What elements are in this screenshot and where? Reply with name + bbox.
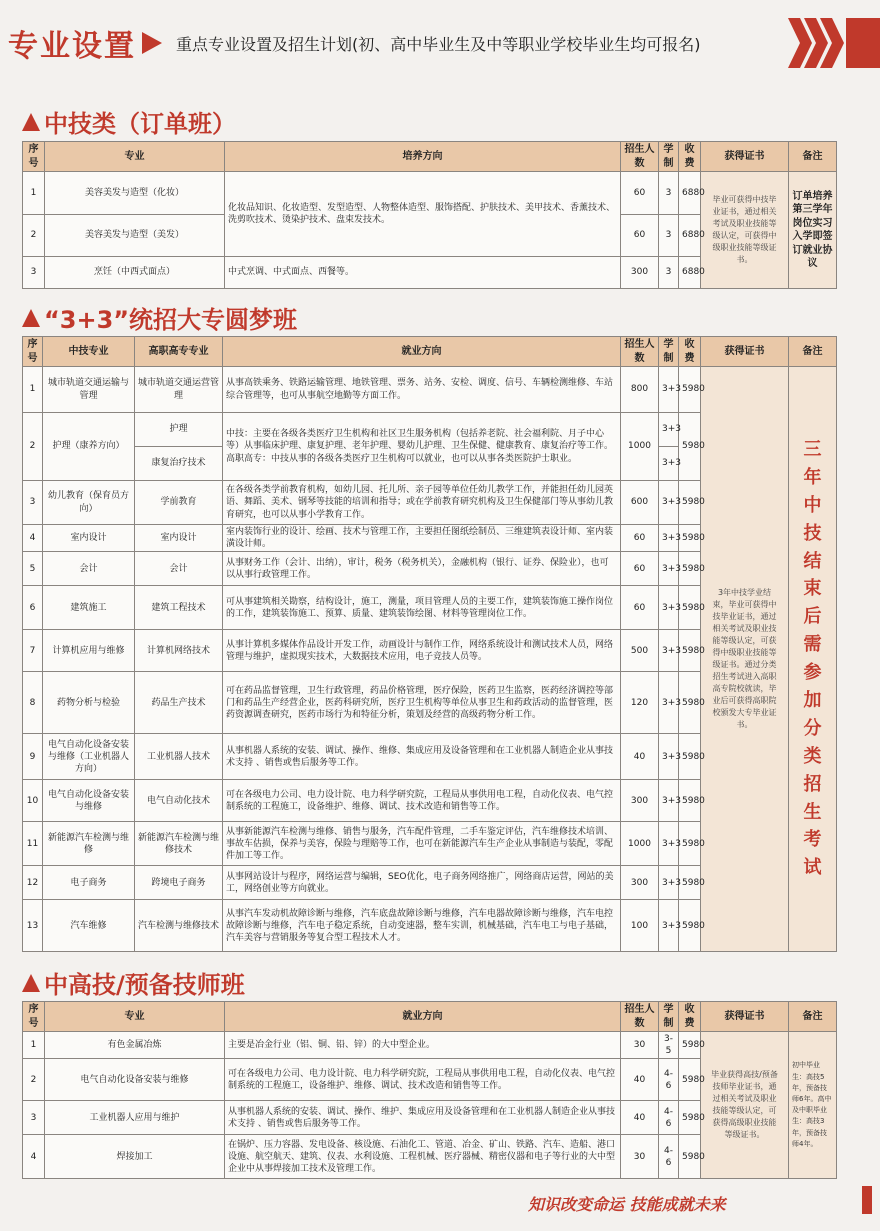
table-header-row: [23, 337, 837, 367]
col-header: 获得证书: [701, 142, 789, 172]
section-title-3plus3: “3+3”统招大专圆梦班: [22, 300, 297, 335]
table-row: 10 电气自动化设备安装与维修 电气自动化技术 可在各级电力公司、电力设计院、电力科学研究院，工程局从事供用电工程，自动化仪表、电气控制系统的工程施工，设备维护、维修、调试、技术改造和销售等工作。 300 3+3 5980: [23, 780, 837, 822]
col-header: 获得证书: [701, 1002, 789, 1032]
col-header: 就业方向: [223, 337, 621, 367]
table-header-row: [23, 142, 837, 172]
table-row: 3 工业机器人应用与维护 从事机器人系统的安装、调试、操作、维护、集成应用及设备管理和在工业机器人制造企业从事技术支持 、销售或售后服务等工作。 40 4-6 5980: [23, 1101, 837, 1135]
col-header: 招生人数: [621, 142, 659, 172]
table-row: 4 室内设计 室内设计 室内装饰行业的设计、绘画、技术与管理工作，主要担任图纸绘制员、三维建筑表设计师、室内装潢设计师。 60 3+3 5980: [23, 525, 837, 552]
col-header: 专业: [45, 1002, 225, 1032]
table-3plus3: [22, 336, 837, 952]
col-header: 学制: [659, 1002, 679, 1032]
play-arrow-icon: [142, 32, 162, 54]
table-row: 2 美容美发与造型（美发） 60 3 6880: [23, 215, 837, 257]
page-subtitle: 重点专业设置及招生计划(初、高中毕业生及中等职业学校毕业生均可报名): [176, 34, 701, 54]
triangle-icon: [22, 113, 40, 131]
col-header: 招生人数: [621, 337, 659, 367]
col-header: 中技专业: [43, 337, 135, 367]
page-title: 专业设置: [8, 29, 136, 64]
col-header: 招生人数: [621, 1002, 659, 1032]
table-row: 13 汽车维修 汽车检测与维修技术 从事汽车发动机故障诊断与维修，汽车底盘故障诊断与维修，汽车电器故障诊断与维修，汽车电控故障诊断与维修，汽车电子稳定系统，自动变速器，整车实训，机械基础，汽车电工与电子基础，汽车美容与营销服务等复合型工程技术人才。 100 3+3 5980: [23, 900, 837, 952]
table-row: 7 计算机应用与维修 计算机网络技术 从事计算机多媒体作品设计开发工作，动画设计与制作工作，网络系统设计和测试技术人员，网络管理与维护，虚拟现实技术，大数据技术应用，电子竞技人员等。 500 3+3 5980: [23, 630, 837, 672]
table-row: 3 烹饪（中西式面点） 中式烹调、中式面点、西餐等。 300 3 6880: [23, 257, 837, 289]
note-cell: 订单培养第三学年岗位实习入学即签订就业协议: [789, 172, 837, 289]
page-header: [0, 18, 880, 68]
col-header: 高职高专专业: [135, 337, 223, 367]
col-header: 备注: [789, 142, 837, 172]
footer-slogan: 知识改变命运 技能成就未来: [528, 1195, 726, 1214]
col-header: 收费: [679, 142, 701, 172]
table-row: 3 幼儿教育（保育员方向） 学前教育 在各级各类学前教育机构，如幼儿园、托儿所、亲子园等单位任幼儿教学工作，并能担任幼儿园英语、舞蹈、美术、钢琴等技能的培训和指导；或在学前教育研究机构及卫生保健部门等从事幼儿教育研究，也可以从事小学教育工作。 600 3+3 5980: [23, 481, 837, 525]
table-header-row: [23, 1002, 837, 1032]
table-row: 9 电气自动化设备安装与维修（工业机器人方向） 工业机器人技术 从事机器人系统的安装、调试、操作、维修、集成应用及设备管理和在工业机器人制造企业从事技术支持 、销售或售后服务等工作。 40 3+3 5980: [23, 734, 837, 780]
col-header: 学制: [659, 337, 679, 367]
note-cell: 三年中技结束后需参加分类招生考试: [789, 367, 837, 952]
page-footer: [0, 1180, 880, 1220]
note-cell: 初中毕业生：高技5年，预备技师6年。高中及中职毕业生：高技3年，预备技师4年。: [789, 1032, 837, 1179]
chevrons-right-icon: [788, 18, 880, 68]
table-row: 1 美容美发与造型（化妆） 化妆品知识、化妆造型、发型造型、人物整体造型、服饰搭配、护肤技术、美甲技术、香薰技术、洗剪吹技术、烫染护技术、盘束发技术。 60 3 6880 毕业可获得中技毕业证书，通过相关考试及职业技能等级认定，可获得中级职业技能等级证书。 订单培养第三学年岗位实习入学即签订就业协议: [23, 172, 837, 215]
col-header: 序号: [23, 142, 45, 172]
table-gaoji: [22, 1001, 837, 1179]
certificate-cell: 毕业获得高技/预备技师毕业证书，通过相关考试及职业技能等级认定，可获得高级职业技能等级证书。: [701, 1032, 789, 1179]
table-row: 康复治疗技术 3+3: [23, 447, 837, 481]
col-header: 获得证书: [701, 337, 789, 367]
table-row: 11 新能源汽车检测与维修 新能源汽车检测与维修技术 从事新能源汽车检测与维修、销售与服务，汽车配件管理，二手车鉴定评估，汽车维修技术培训、事故车估损，保养与美容，保险与理赔等工作，也可在新能源汽车生产企业从事制造与装配，零配件加工等工作。 1000 3+3 5980: [23, 822, 837, 866]
certificate-cell: 3年中技学业结束，毕业可获得中技毕业证书，通过相关考试及职业技能等级认定，可获得中级职业技能等级证书。通过分类招生考试进入高职高专院校就读，毕业后可获得高职院校颁发大专毕业证书。: [701, 367, 789, 952]
table-row: 2 电气自动化设备安装与维修 可在各级电力公司、电力设计院、电力科学研究院，工程局从事供用电工程，自动化仪表、电气控制系统的工程施工，设备维护、维修、调试、技术改造和销售等工作。 40 4-6 5980: [23, 1059, 837, 1101]
table-zhongji: [22, 141, 837, 289]
table-row: 1 城市轨道交通运输与管理 城市轨道交通运营管理 从事高铁乘务、铁路运输管理、地铁管理、票务、站务、安检、调度、信号、车辆检测维修、车站综合管理等，也可从事航空地勤等方面工作。 800 3+3 5980 3年中技学业结束，毕业可获得中技毕业证书，通过相关考试及职业技能等级认定，可获得中级职业技能等级证书。通过分类招生考试进入高职高专院校就读，毕业后可获得高职院校颁发大专毕业证书。 三年中技结束后需参加分类招生考试: [23, 367, 837, 413]
col-header: 专业: [45, 142, 225, 172]
col-header: 培养方向: [225, 142, 621, 172]
col-header: 备注: [789, 1002, 837, 1032]
col-header: 收费: [679, 337, 701, 367]
col-header: 收费: [679, 1002, 701, 1032]
col-header: 序号: [23, 1002, 45, 1032]
table-row: 6 建筑施工 建筑工程技术 可从事建筑相关勘察，结构设计，施工，测量，项目管理人员的主要工作，建筑装饰施工操作岗位的工作，建筑装饰施工、预算、质量、建筑装饰绘图、材料等管理岗位工作。 60 3+3 5980: [23, 586, 837, 630]
table-row: 1 有色金属冶炼 主要是冶金行业（铝、铜、铅、锌）的大中型企业。 30 3-5 5980 毕业获得高技/预备技师毕业证书，通过相关考试及职业技能等级认定，可获得高级职业技能等级证书。 初中毕业生：高技5年，预备技师6年。高中及中职毕业生：高技3年，预备技师4年。: [23, 1032, 837, 1059]
table-row: 12 电子商务 跨境电子商务 从事网站设计与程序，网络运营与编辑，SEO优化，电子商务网络推广，网络商店运营，网站的美工，网络创业等方向就业。 300 3+3 5980: [23, 866, 837, 900]
table-row: 2 护理（康养方向） 护理 中技：主要在各级各类医疗卫生机构和社区卫生服务机构（包括养老院、社会福利院、月子中心等）从事临床护理、康复护理、老年护理、婴幼儿护理、卫生保健、健康教育、康复治疗等工作。高职高专：中技从事的各级各类医疗卫生机构可以就业，也可以从事各类医院护士职业。 1000 3+3 5980: [23, 413, 837, 447]
col-header: 备注: [789, 337, 837, 367]
section-title-gaoji: 中高技/预备技师班: [22, 965, 245, 1000]
col-header: 学制: [659, 142, 679, 172]
triangle-icon: [22, 974, 40, 992]
col-header: 序号: [23, 337, 43, 367]
col-header: 就业方向: [225, 1002, 621, 1032]
certificate-cell: 毕业可获得中技毕业证书，通过相关考试及职业技能等级认定，可获得中级职业技能等级证书。: [701, 172, 789, 289]
footer-bar: [862, 1186, 872, 1214]
table-row: 4 焊接加工 在锅炉、压力容器、发电设备、核设施、石油化工、管道、冶金、矿山、铁路、汽车、造船、港口设施、航空航天、建筑、仪表、水利设施、工程机械、医疗器械、精密仪器和电子等行业的大中型企业中从事焊接加工技术及管理工作。 30 4-6 5980: [23, 1135, 837, 1179]
section-title-zhongji: 中技类（订单班）: [22, 104, 236, 139]
table-row: 5 会计 会计 从事财务工作（会计、出纳），审计，税务（税务机关），金融机构（银行、证券、保险业），也可以从事行政管理工作。 60 3+3 5980: [23, 552, 837, 586]
triangle-icon: [22, 309, 40, 327]
table-row: 8 药物分析与检验 药品生产技术 可在药品监督管理，卫生行政管理，药品价格管理，医疗保险，医药卫生监察，医药经济调控等部门和药品生产经营企业，医药科研究所，医疗卫生机构等单位从事卫生和药政活动的监督管理，医药资源调查研究，医药市场行为和特征分析，策划及经营的高级药物分析工作。 120 3+3 5980: [23, 672, 837, 734]
